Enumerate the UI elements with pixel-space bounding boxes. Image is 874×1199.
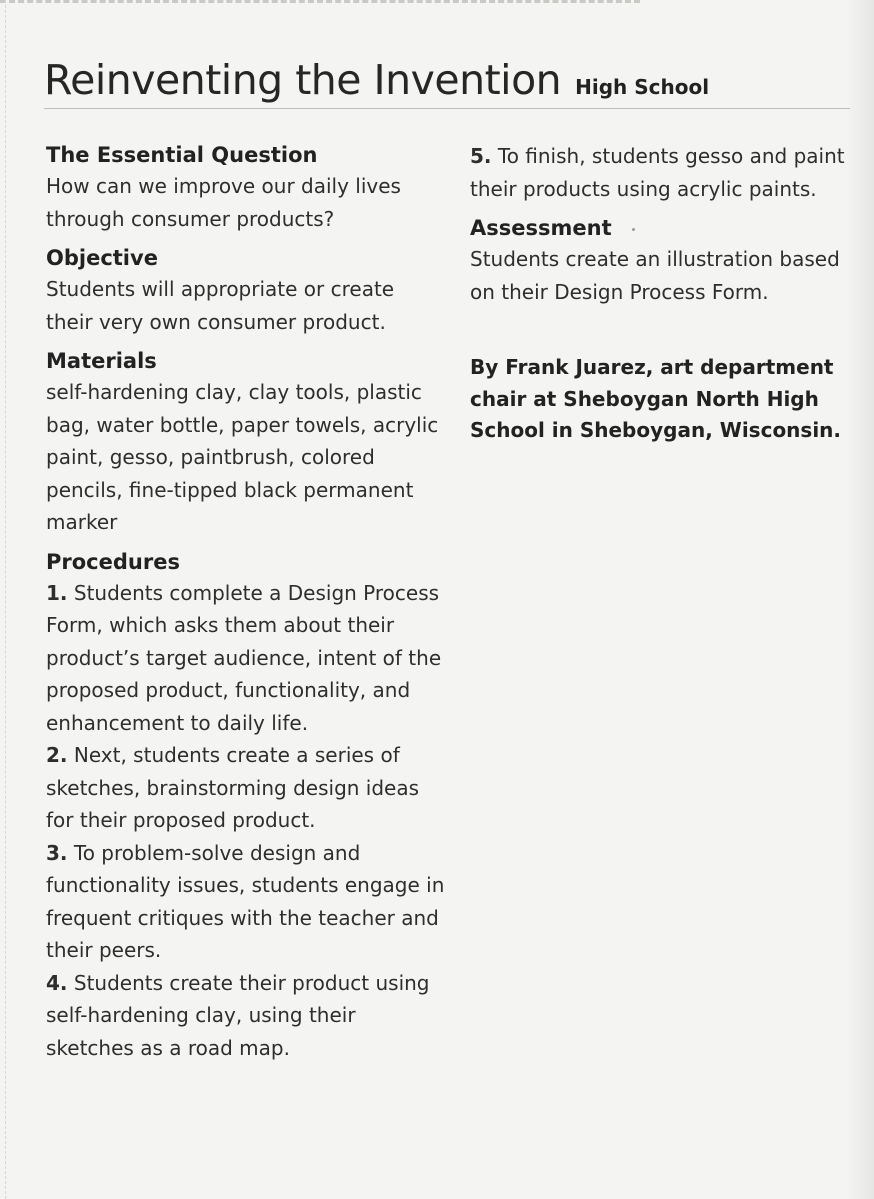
objective-section [46, 243, 446, 338]
essential-question-heading: The Essential Question [46, 143, 318, 167]
assessment-heading-label: Assessment [470, 216, 612, 240]
page-edge-shadow [846, 0, 874, 1199]
assessment-section [470, 213, 850, 308]
procedure-step [470, 140, 850, 205]
step-text: To problem-solve design and functionality issues, students engage in frequent critiques with the teacher and their peers. [46, 840, 445, 962]
procedures-heading: Procedures [46, 549, 180, 574]
objective-heading: Objective [46, 246, 158, 270]
step-number: 5. [470, 144, 492, 168]
step-text: To finish, students gesso and paint their products using acrylic paints. [470, 144, 845, 201]
assessment-text: Students create an illustration based on their Design Process Form. [470, 247, 840, 304]
procedure-step [46, 837, 446, 967]
essential-question-text: How can we improve our daily lives through consumer products? [46, 174, 401, 231]
title-row [44, 52, 850, 109]
procedure-step [46, 967, 446, 1065]
stray-dot [632, 228, 635, 231]
procedures-section [46, 547, 446, 1065]
procedure-continued-section [470, 140, 850, 205]
left-edge-marks [5, 0, 6, 1199]
right-column [470, 140, 850, 447]
step-number: 2. [46, 743, 68, 767]
top-edge-marks [0, 0, 640, 9]
procedure-step [46, 577, 446, 740]
materials-text: self-hardening clay, clay tools, plastic bag, water bottle, paper towels, acrylic paint, gesso, paintbrush, colored pencils, fine-tipped black permanent marker [46, 380, 439, 534]
assessment-heading [470, 213, 850, 243]
step-number: 1. [46, 580, 68, 605]
step-number: 4. [46, 970, 68, 995]
procedure-step [46, 739, 446, 837]
author-byline: By Frank Juarez, art department chair at Sheboygan North High School in Sheboygan, Wisconsin. [470, 355, 842, 442]
step-text: Students complete a Design Process Form, which asks them about their product’s target audience, intent of the proposed product, functionality, and enhancement to daily life. [46, 580, 442, 735]
objective-text: Students will appropriate or create their very own consumer product. [46, 277, 395, 334]
step-number: 3. [46, 840, 68, 865]
grade-level-label: High School [575, 75, 710, 99]
step-text: Next, students create a series of sketches, brainstorming design ideas for their proposed product. [46, 743, 420, 832]
essential-question-section [46, 140, 446, 235]
step-text: Students create their product using self-hardening clay, using their sketches as a road map. [46, 970, 430, 1060]
materials-section [46, 346, 446, 539]
left-column [46, 140, 446, 1072]
materials-heading: Materials [46, 349, 157, 373]
page-title: Reinventing the Invention [44, 56, 562, 104]
